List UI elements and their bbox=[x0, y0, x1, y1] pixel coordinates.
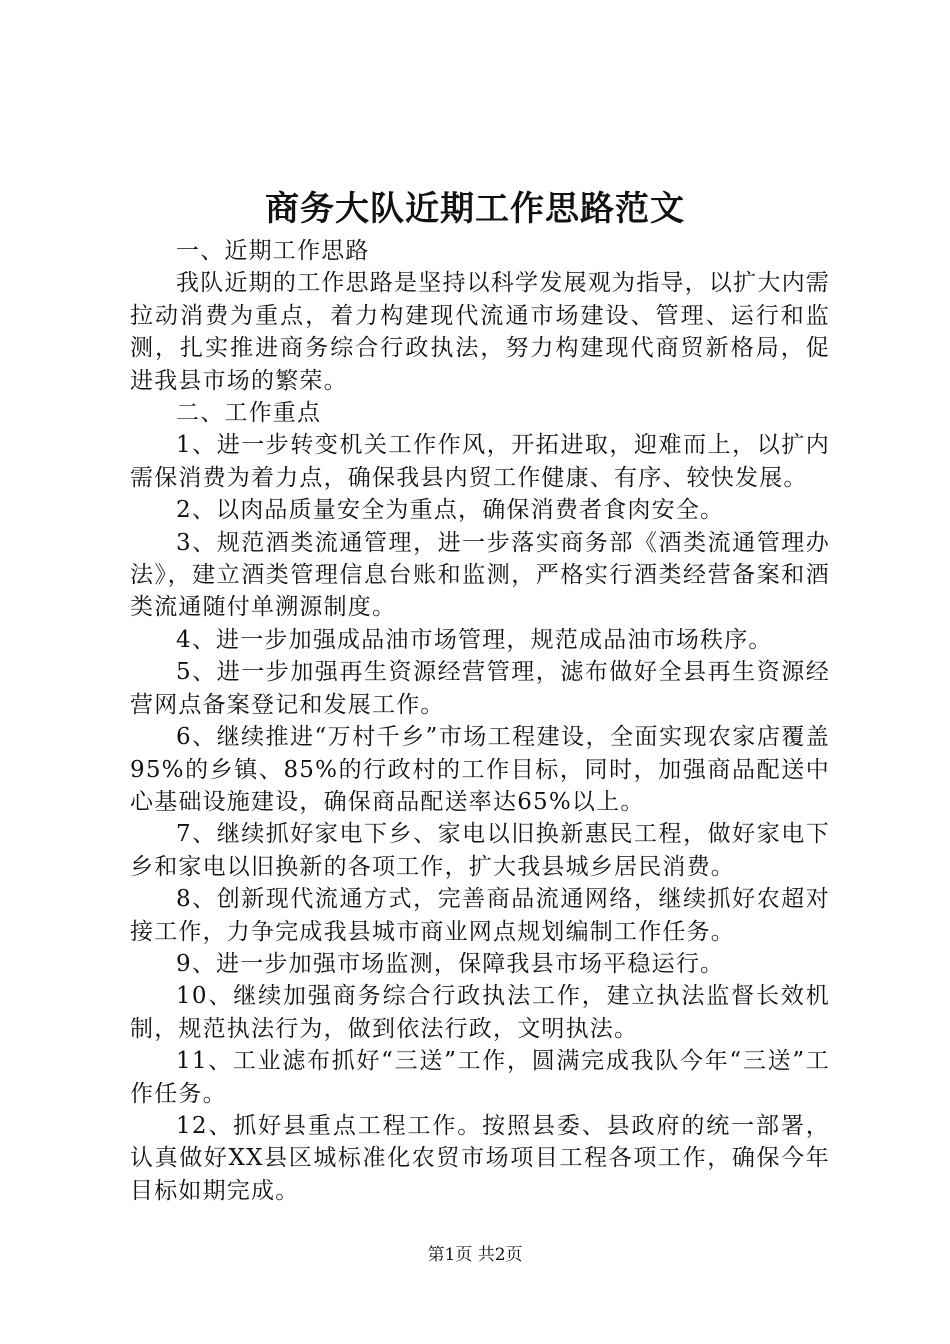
document-title: 商务大队近期工作思路范文 bbox=[265, 189, 685, 229]
task-item-9: 9、进一步加强市场监测，保障我县市场平稳运行。 bbox=[176, 950, 725, 977]
document-body bbox=[130, 235, 830, 1207]
page-footer: 第1页 共2页 bbox=[427, 1245, 523, 1265]
task-item-12: 12、抓好县重点工程工作。按照县委、县政府的统一部署，认真做好XX县区城标准化农贸市场项目工程各项工作，确保今年目标如期完成。 bbox=[130, 1112, 830, 1204]
paragraph-recent-ideas: 我队近期的工作思路是坚持以科学发展观为指导，以扩大内需拉动消费为重点，着力构建现代流通市场建设、管理、运行和监测，扎实推进商务综合行政执法，努力构建现代商贸新格局，促进我县市场的繁荣。 bbox=[130, 270, 830, 394]
task-item-10: 10、继续加强商务综合行政执法工作，建立执法监督长效机制，规范执法行为，做到依法行政，文明执法。 bbox=[130, 983, 830, 1042]
task-item-8: 8、创新现代流通方式，完善商品流通网络，继续抓好农超对接工作，力争完成我县城市商业网点规划编制工作任务。 bbox=[130, 886, 830, 945]
task-item-3: 3、规范酒类流通管理，进一步落实商务部《酒类流通管理办法》，建立酒类管理信息台账和监测，严格实行酒类经营备案和酒类流通随付单溯源制度。 bbox=[130, 529, 830, 621]
task-item-11: 11、工业滤布抓好“三送”工作，圆满完成我队今年“三送”工作任务。 bbox=[130, 1048, 830, 1107]
task-item-2: 2、以肉品质量安全为重点，确保消费者食肉安全。 bbox=[176, 497, 725, 524]
task-item-7: 7、继续抓好家电下乡、家电以旧换新惠民工程，做好家电下乡和家电以旧换新的各项工作，扩大我县城乡居民消费。 bbox=[130, 821, 830, 880]
task-item-4: 4、进一步加强成品油市场管理，规范成品油市场秩序。 bbox=[176, 626, 773, 653]
task-item-6: 6、继续推进“万村千乡”市场工程建设，全面实现农家店覆盖95%的乡镇、85%的行政村的工作目标，同时，加强商品配送中心基础设施建设，确保商品配送率达65%以上。 bbox=[130, 724, 830, 815]
heading-key-tasks: 二、工作重点 bbox=[176, 400, 322, 427]
task-item-5: 5、进一步加强再生资源经营管理，滤布做好全县再生资源经营网点备案登记和发展工作。 bbox=[130, 659, 830, 718]
heading-recent-ideas: 一、近期工作思路 bbox=[176, 238, 370, 264]
task-item-1: 1、进一步转变机关工作作风，开拓进取，迎难而上，以扩内需保消费为着力点，确保我县内贸工作健康、有序、较快发展。 bbox=[130, 432, 830, 491]
